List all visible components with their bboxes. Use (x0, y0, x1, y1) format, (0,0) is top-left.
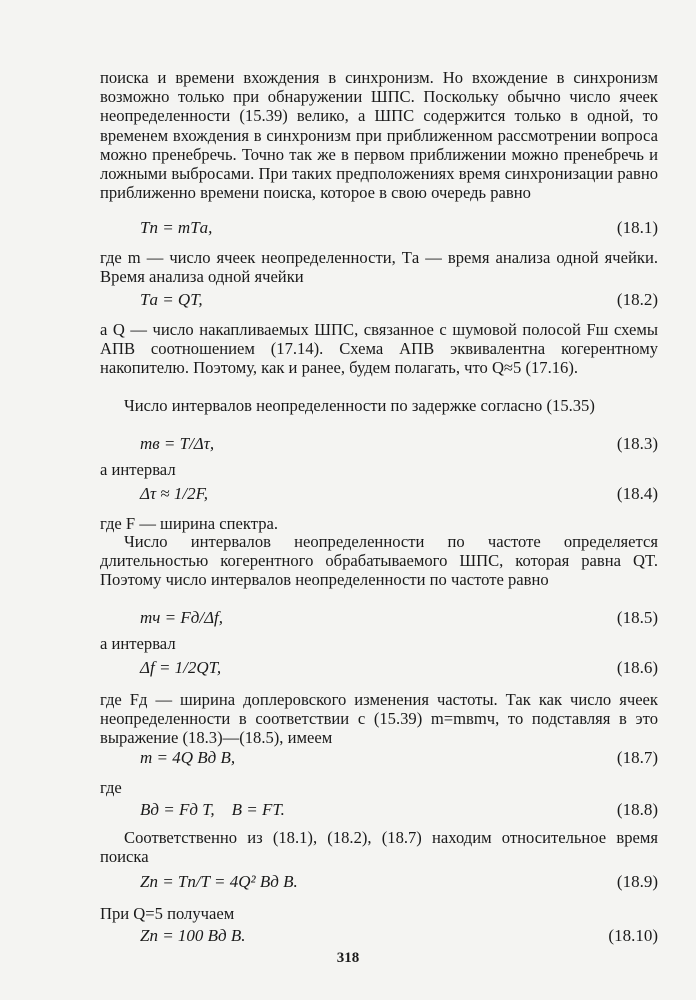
equation-formula: Zп = Tп/T = 4Q² Bд B. (140, 872, 298, 891)
paragraph-delay-intervals: Число интервалов неопределенности по задержке согласно (15.35) (124, 396, 595, 415)
equation-formula: Tа = QT, (140, 290, 203, 309)
equation-18-4 (100, 482, 658, 506)
equation-formula: mв = T/Δτ, (140, 434, 215, 453)
equation-formula: Δτ ≈ 1/2F, (140, 484, 209, 503)
equation-number: (18.5) (616, 608, 658, 627)
paragraph-interval-label-2: а интервал (100, 634, 176, 653)
equation-formula: m = 4Q Bд B, (140, 748, 236, 767)
equation-18-8 (100, 798, 658, 822)
equation-number: (18.9) (616, 872, 658, 891)
equation-number: (18.2) (616, 290, 658, 309)
equation-number: (18.6) (616, 658, 658, 677)
equation-18-3 (100, 432, 658, 456)
paragraph-cell-analysis: где m — число ячеек неопределенности, Tа — время анализа одной ячейки. Время анализа одной ячейки (100, 248, 658, 287)
equation-18-1 (100, 216, 658, 240)
equation-18-7 (100, 746, 658, 770)
paragraph-q-equals-5: При Q=5 получаем (100, 904, 235, 923)
equation-formula: Tп = mTа, (140, 218, 213, 237)
equation-18-5 (100, 606, 658, 630)
paragraph-search-time: поиска и времени вхождения в синхронизм. Но вхождение в синхронизм возможно только при обнаружении ШПС. Поскольку обычно число ячеек неопределенности (15.39) велико, а ШПС содержится только в одной, то временем вхождения в синхронизм при приближенном рассмотрении вопроса можно пренебречь. Точно так же в первом приближении можно пренебречь и ложными выбросами. При таких предположениях время синхронизации равно приближенно времени поиска, которое в свою очередь равно (100, 68, 658, 203)
equation-number: (18.1) (616, 218, 658, 237)
paragraph-frequency-intervals: Число интервалов неопределенности по частоте определяется длительностью когерентного обрабатываемого ШПС, которая равна QT. Поэтому число интервалов неопределенности по частоте равно (100, 532, 658, 590)
equation-number: (18.8) (616, 800, 658, 819)
equation-18-2 (100, 288, 658, 312)
paragraph-doppler: где Fд — ширина доплеровского изменения частоты. Так как число ячеек неопределенности в соответствии с (15.39) m=mвmч, то подставляя в это выражение (18.3)—(18.5), имеем (100, 690, 658, 748)
equation-number: (18.4) (616, 484, 658, 503)
equation-formula: Δf = 1/2QT, (140, 658, 222, 677)
equation-18-6 (100, 656, 658, 680)
equation-18-9 (100, 870, 658, 894)
equation-number: (18.3) (616, 434, 658, 453)
page-number: 318 (336, 950, 360, 966)
paragraph-where: где (100, 778, 122, 797)
paragraph-relative-search-time: Соответственно из (18.1), (18.2), (18.7) находим относительное время поиска (100, 828, 658, 867)
equation-formula: mч = Fд/Δf, (140, 608, 224, 627)
equation-18-10 (100, 924, 658, 948)
equation-formula: Bд = Fд T, B = FT. (140, 800, 285, 819)
equation-formula: Zп = 100 Bд B. (140, 926, 246, 945)
paragraph-interval-label: а интервал (100, 460, 176, 479)
paragraph-spectrum-width: где F — ширина спектра. (100, 514, 279, 533)
paragraph-apv-scheme: а Q — число накапливаемых ШПС, связанное с шумовой полосой Fш схемы АПВ соотношением (17.14). Схема АПВ эквивалентна когерентному накопителю. Поэтому, как и ранее, будем полагать, что Q≈5 (17.16). (100, 320, 658, 378)
equation-number: (18.7) (616, 748, 658, 767)
equation-number: (18.10) (608, 926, 658, 945)
